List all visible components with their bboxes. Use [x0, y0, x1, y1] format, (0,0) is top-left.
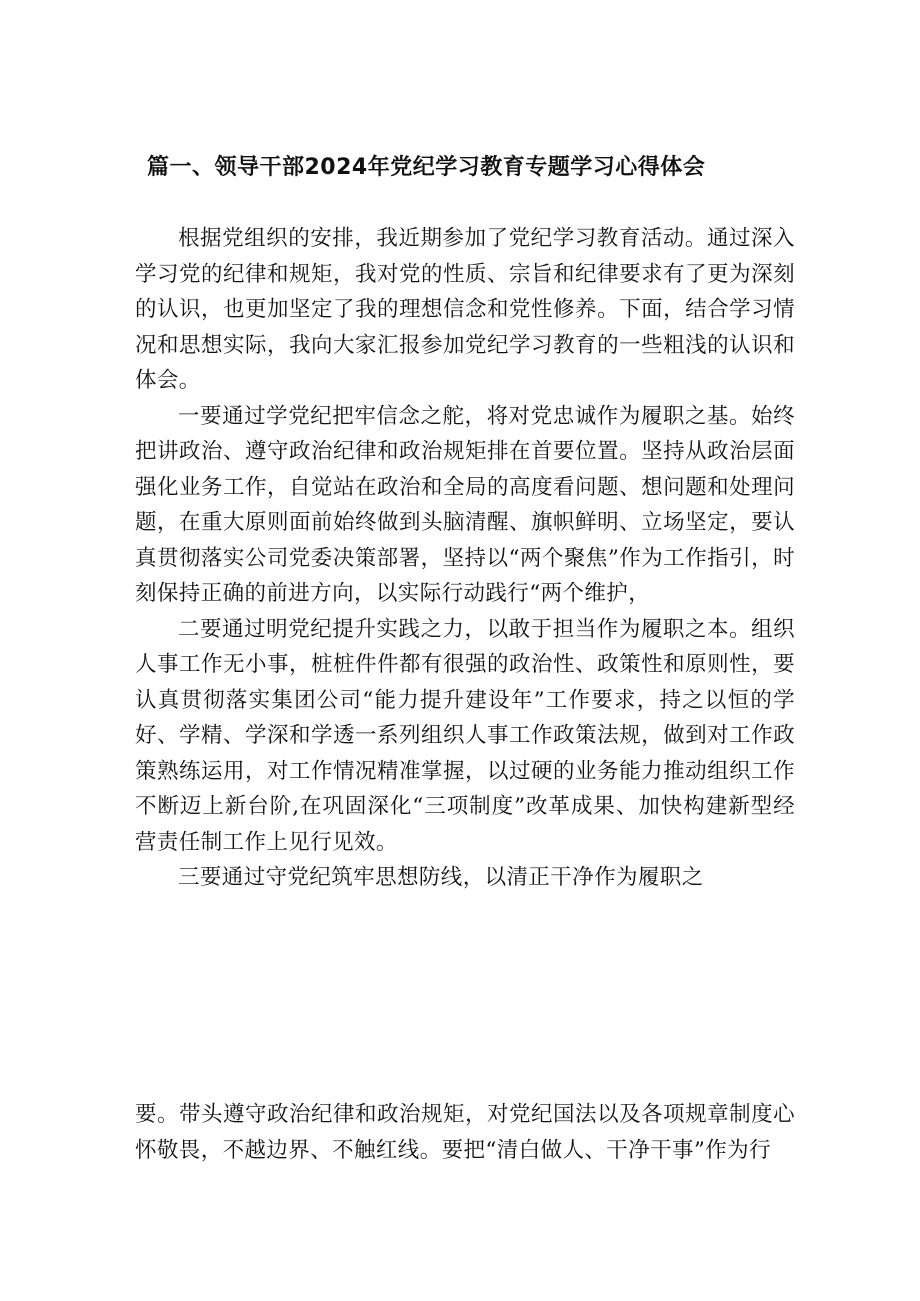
paragraph-intro: 根据党组织的安排，我近期参加了党纪学习教育活动。通过深入学习党的纪律和规矩，我对党的性质、宗旨和纪律要求有了更为深刻的认识，也更加坚定了我的理想信念和党性修养。下面，结合学习情况和思想实际，我向大家汇报参加党纪学习教育的一些粗浅的认识和体会。 [135, 226, 795, 393]
document-body [135, 221, 795, 896]
paragraph-point-two: 二要通过明党纪提升实践之力，以敢于担当作为履职之本。组织人事工作无小事，桩桩件件都有很强的政治性、政策性和原则性，要认真贯彻落实集团公司“能力提升建设年”工作要求，持之以恒的学好、学精、学深和学透一系列组织人事工作政策法规，做到对工作政策熟练运用，对工作情况精准掌握，以过硬的业务能力推动组织工作不断迈上新台阶,在巩固深化“三项制度”改革成果、加快构建新型经营责任制工作上见行见效。 [135, 616, 795, 855]
paragraph-point-three-heading: 三要通过守党纪筑牢思想防线，以清正干净作为履职之 [178, 865, 704, 890]
document-title: 篇一、领导干部2024年党纪学习教育专题学习心得体会 [147, 155, 706, 180]
paragraph-point-three-continued: 要。带头遵守政治纪律和政治规矩，对党纪国法以及各项规章制度心怀敬畏，不越边界、不触红线。要把“清白做人、干净干事”作为行 [135, 1102, 795, 1163]
document-body-continued [135, 1097, 795, 1168]
paragraph-point-one: 一要通过学党纪把牢信念之舵，将对党忠诚作为履职之基。始终把讲政治、遵守政治纪律和政治规矩排在首要位置。坚持从政治层面强化业务工作，自觉站在政治和全局的高度看问题、想问题和处理问题，在重大原则面前始终做到头脑清醒、旗帜鲜明、立场坚定，要认真贯彻落实公司党委决策部署，坚持以“两个聚焦”作为工作指引，时刻保持正确的前进方向，以实际行动践行“两个维护， [135, 403, 795, 606]
